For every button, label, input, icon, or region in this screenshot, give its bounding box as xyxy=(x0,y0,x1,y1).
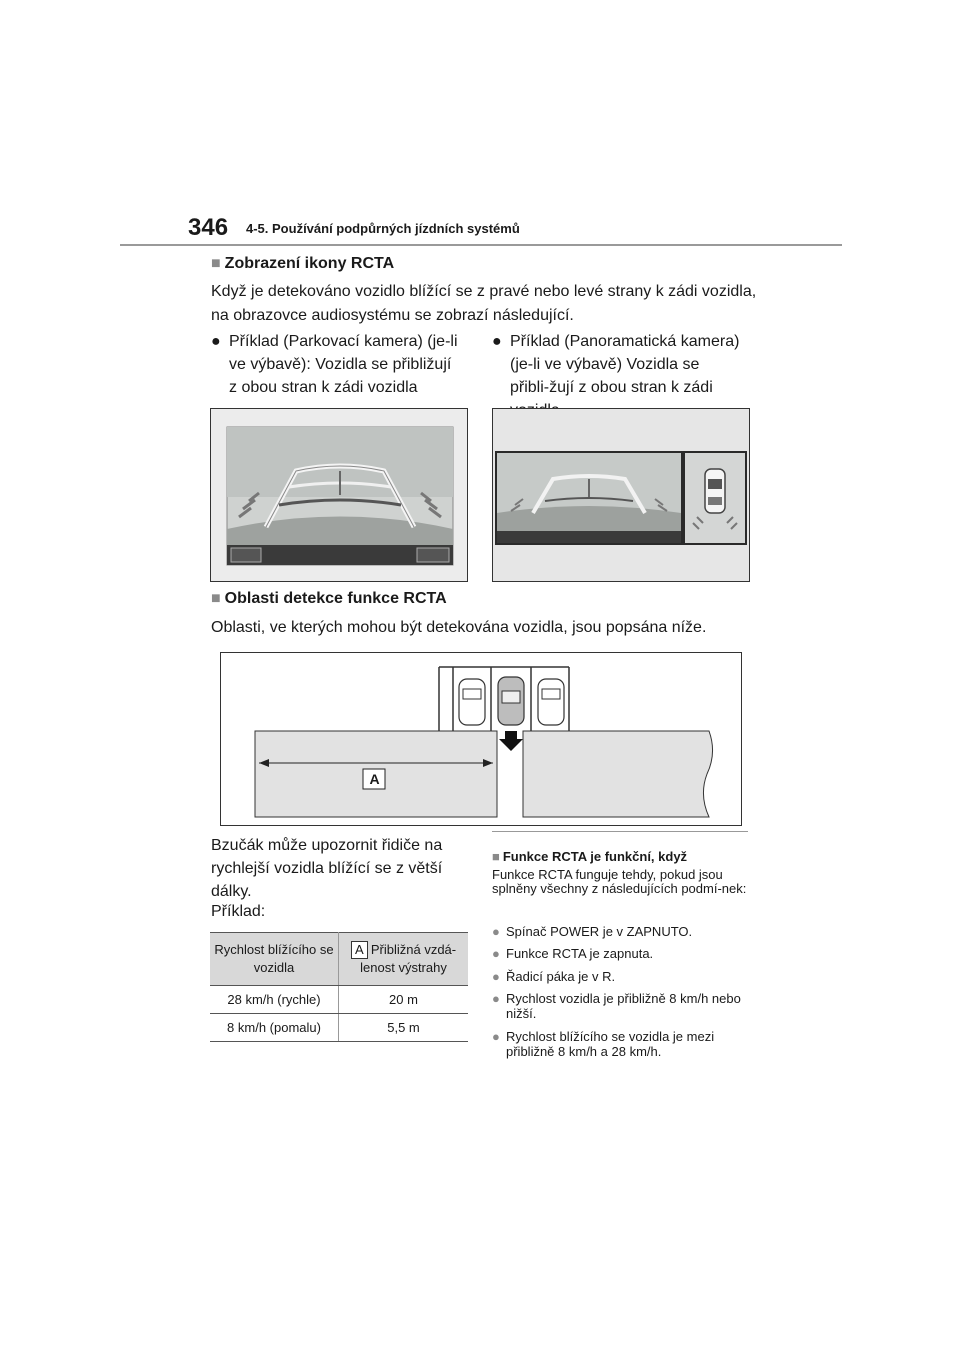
table-header-row xyxy=(210,933,468,986)
table-header-distance-text: Přibližná vzdá-lenost výstrahy xyxy=(360,941,457,976)
list-item xyxy=(492,969,748,984)
list-item xyxy=(492,991,748,1021)
parking-camera-illustration xyxy=(211,409,467,581)
bullet-parking-camera xyxy=(211,330,461,399)
list-item-text: Rychlost blížícího se vozidla je mezi přibližně 8 km/h a 28 km/h. xyxy=(506,1029,715,1059)
table-row xyxy=(210,1014,468,1042)
table-cell-distance: 5,5 m xyxy=(339,1014,469,1042)
bullet-dot-icon: ● xyxy=(492,946,500,961)
table-row xyxy=(210,986,468,1014)
header-divider xyxy=(120,244,842,246)
bullet-text: Příklad (Parkovací kamera) (je-li ve výbavě): Vozidla se přibližují z obou stran k zádi vozidla xyxy=(229,333,458,396)
speed-distance-table xyxy=(210,932,468,1042)
list-item xyxy=(492,1029,748,1059)
detection-area-illustration xyxy=(221,653,741,825)
bullet-text: Příklad (Panoramatická kamera) (je-li ve výbavě) Vozidla se přibli-žují z obou stran k zádi xyxy=(510,333,740,396)
figure-parking-camera xyxy=(210,408,468,582)
bullet-dot-icon: ● xyxy=(492,333,502,350)
section-body-text: Oblasti, ve kterých mohou být detekována vozidla, jsou popsána níže. xyxy=(211,619,707,636)
heading-square-icon: ■ xyxy=(211,590,221,607)
bullet-dot-icon: ● xyxy=(211,333,221,350)
table-cell-speed: 8 km/h (pomalu) xyxy=(210,1014,339,1042)
bullet-dot-icon: ● xyxy=(492,924,500,939)
figure-detection-areas xyxy=(220,652,742,826)
table-cell-speed: 28 km/h (rychle) xyxy=(210,986,339,1014)
section-body-text: Když je detekováno vozidlo blížící se z pravé nebo levé strany k zádi vozidla, na obrazovce audiosystému se zobrazí následující. xyxy=(211,283,757,324)
example-label: Příklad: xyxy=(211,903,266,920)
panoramic-camera-illustration xyxy=(493,409,749,581)
figure-panoramic-camera xyxy=(492,408,750,582)
right-column-divider xyxy=(492,831,748,832)
buzzer-note: Bzučák může upozornit řidiče na rychlejší vozidla blížící se z větší dálky. xyxy=(211,837,443,900)
right-column-heading-text: Funkce RCTA je funkční, když xyxy=(502,849,688,864)
heading-square-icon: ■ xyxy=(211,255,221,272)
section-heading-text: Zobrazení ikony RCTA xyxy=(224,255,395,272)
list-item xyxy=(492,924,748,939)
bullet-dot-icon: ● xyxy=(492,969,500,984)
right-column-body: Funkce RCTA funguje tehdy, pokud jsou splněny všechny z následujících podmí-nek: xyxy=(492,867,747,896)
list-item xyxy=(492,946,748,961)
heading-square-icon: ■ xyxy=(492,849,500,864)
list-item-text: Rychlost vozidla je přibližně 8 km/h nebo nižší. xyxy=(506,991,741,1021)
section-heading-detection-areas xyxy=(211,590,447,608)
list-item-text: Funkce RCTA je zapnuta. xyxy=(506,946,654,961)
table-marker-a: A xyxy=(351,941,368,959)
table-header-speed: Rychlost blížícího se vozidla xyxy=(210,933,339,986)
right-column-heading xyxy=(492,849,687,864)
list-item-text: Spínač POWER je v ZAPNUTO. xyxy=(506,924,693,939)
figure-label-a: A xyxy=(369,771,380,787)
list-item-text: Řadicí páka je v R. xyxy=(506,969,616,984)
bullet-dot-icon: ● xyxy=(492,1029,500,1044)
table-cell-distance: 20 m xyxy=(339,986,469,1014)
page-number: 346 xyxy=(188,214,229,241)
bullet-dot-icon: ● xyxy=(492,991,500,1006)
header-section-title: 4-5. Používání podpůrných jízdních systémů xyxy=(246,221,520,236)
section-heading-text: Oblasti detekce funkce RCTA xyxy=(224,590,447,607)
section-heading-rcta-icon xyxy=(211,255,394,273)
table-header-distance xyxy=(339,933,469,986)
